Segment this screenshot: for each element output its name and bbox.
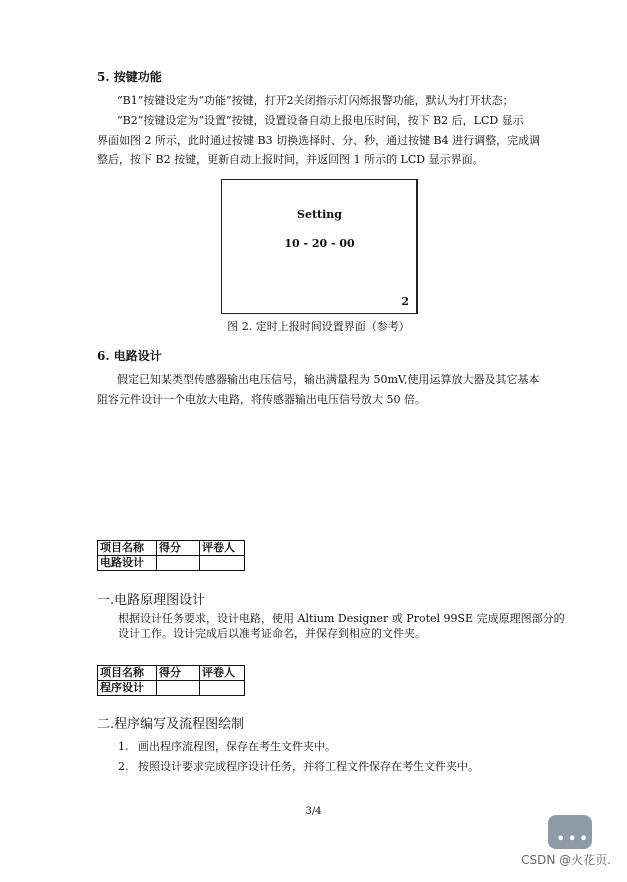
table-cell-item-name: 程序设计 xyxy=(98,681,157,696)
table-header-grader: 评卷人 xyxy=(200,666,245,681)
section-5-paragraph-2-line-2: 界面如图 2 所示，此时通过按键 B3 切换选择时、分、秒，通过按键 B4 进行调整，完成调 xyxy=(97,134,541,147)
score-table-circuit xyxy=(97,540,245,571)
section-6-paragraph-line-1: 假定已知某类型传感器输出电压信号，输出满量程为 50mV,使用运算放大器及其它基本 xyxy=(117,373,540,386)
section-5-paragraph-2-line-3: 整后，按下 B2 按键，更新自动上报时间，并返回图 1 所示的 LCD 显示界面。 xyxy=(97,153,484,166)
section-6-heading: 6. 电路设计 xyxy=(97,349,162,363)
part-2-item-2: 按照设计要求完成程序设计任务，并将工程文件保存在考生文件夹中。 xyxy=(138,760,479,773)
section-5-heading: 5. 按键功能 xyxy=(97,70,162,84)
table-cell-grader xyxy=(200,681,245,696)
part-1-heading: 一.电路原理图设计 xyxy=(97,593,206,608)
lcd-screen-value: 10 - 20 - 00 xyxy=(284,237,355,250)
table-header-item-name: 项目名称 xyxy=(98,541,157,556)
page-number: 3/4 xyxy=(305,806,322,817)
table-header-score: 得分 xyxy=(157,541,200,556)
figure-2-caption: 图 2. 定时上报时间设置界面（参考） xyxy=(227,320,410,333)
section-5-paragraph-1: “B1”按键设定为“功能”按键，打开2关闭指示灯闪烁报警功能，默认为打开状态； xyxy=(117,94,514,107)
part-2-item-1-number: 1. xyxy=(118,740,129,753)
lcd-screen-title: Setting xyxy=(297,208,342,221)
lcd-figure-box xyxy=(221,179,418,314)
section-6-paragraph-line-2: 阻容元件设计一个电放大电路，将传感器输出电压信号放大 50 倍。 xyxy=(97,393,426,406)
part-2-item-1: 画出程序流程图，保存在考生文件夹中。 xyxy=(138,740,336,753)
lcd-screen-corner-number: 2 xyxy=(401,295,409,308)
lcd-figure-bottom-border xyxy=(222,313,417,314)
part-1-line-2: 设计工作。设计完成后以准考证命名，并保存到相应的文件夹。 xyxy=(118,627,426,640)
table-header-item-name: 项目名称 xyxy=(98,666,157,681)
lcd-figure-right-border xyxy=(416,180,417,314)
score-table-program xyxy=(97,665,245,696)
table-cell-grader xyxy=(200,556,245,571)
table-cell-score xyxy=(157,681,200,696)
chat-dots-icon: ••• xyxy=(556,829,591,848)
section-5-paragraph-2-line-1: “B2”按键设定为“设置”按键，设置设备自动上报电压时间，按下 B2 后，LCD 显示 xyxy=(117,114,524,127)
part-2-item-2-number: 2. xyxy=(118,760,129,773)
table-header-score: 得分 xyxy=(157,666,200,681)
part-2-heading: 二.程序编写及流程图绘制 xyxy=(97,717,245,732)
table-cell-score xyxy=(157,556,200,571)
part-1-line-1: 根据设计任务要求，设计电路，使用 Altium Designer 或 Protel 99SE 完成原理图部分的 xyxy=(118,612,565,625)
table-header-grader: 评卷人 xyxy=(200,541,245,556)
table-cell-item-name: 电路设计 xyxy=(98,556,157,571)
watermark: CSDN @火花页. xyxy=(521,853,611,867)
